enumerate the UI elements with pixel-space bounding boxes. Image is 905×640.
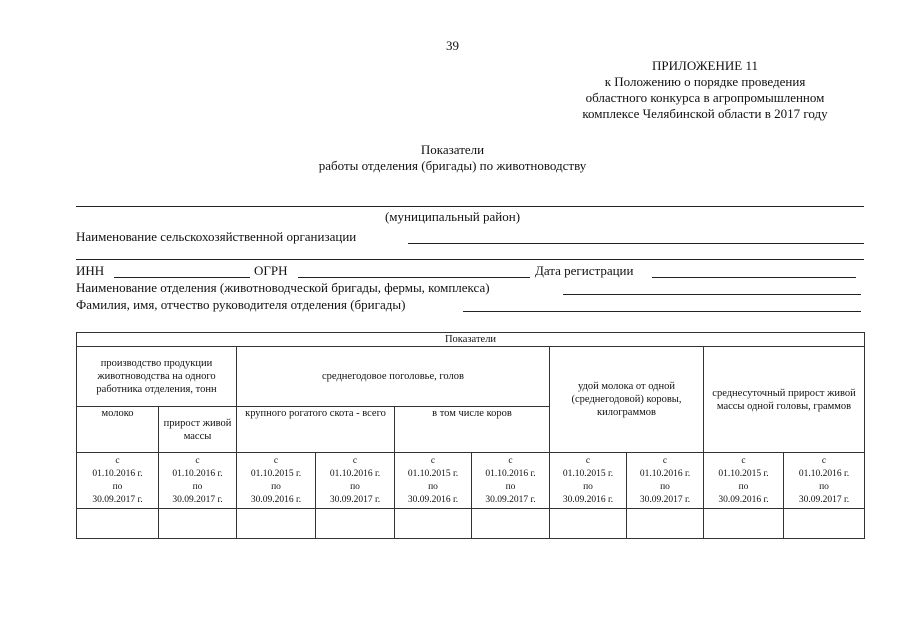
data-cell[interactable] — [316, 509, 395, 539]
heading-subtitle: работы отделения (бригады) по животноводству — [318, 158, 587, 173]
period-cell: с 01.10.2015 г. по 30.09.2016 г. — [395, 453, 472, 509]
period-cell: с 01.10.2016 г. по 30.09.2017 г. — [472, 453, 550, 509]
document-heading — [0, 142, 905, 174]
data-cell[interactable] — [627, 509, 704, 539]
table-main-header: Показатели — [77, 333, 865, 347]
branch-name-label: Наименование отделения (животноводческой бригады, фермы, комплекса) — [76, 280, 490, 295]
inn-label: ИНН — [76, 263, 105, 278]
subheader-milk: молоко — [77, 407, 159, 453]
period-cell: с 01.10.2015 г. по 30.09.2016 г. — [704, 453, 784, 509]
period-cell: с 01.10.2016 г. по 30.09.2017 г. — [784, 453, 865, 509]
header-herd: среднегодовое поголовье, голов — [237, 347, 550, 407]
inn-field[interactable] — [114, 277, 250, 278]
blank-line[interactable] — [76, 259, 864, 260]
org-name-field[interactable] — [408, 243, 864, 244]
appendix-line: к Положению о порядке проведения — [604, 74, 806, 89]
header-milk-yield: удой молока от одной (среднегодовой) коровы, килограммов — [550, 347, 704, 453]
period-cell: с 01.10.2016 г. по 30.09.2017 г. — [159, 453, 237, 509]
appendix-title: ПРИЛОЖЕНИЕ 11 — [652, 58, 758, 73]
data-cell[interactable] — [784, 509, 865, 539]
district-line[interactable] — [76, 206, 864, 207]
data-cell[interactable] — [704, 509, 784, 539]
appendix-line: комплексе Челябинской области в 2017 году — [582, 106, 828, 121]
page-number: 39 — [446, 38, 459, 53]
data-cell[interactable] — [472, 509, 550, 539]
head-name-label: Фамилия, имя, отчество руководителя отделения (бригады) — [76, 297, 406, 312]
data-cell[interactable] — [237, 509, 316, 539]
period-cell: с 01.10.2015 г. по 30.09.2016 г. — [550, 453, 627, 509]
appendix-block — [540, 58, 870, 122]
header-weight-gain: среднесуточный прирост живой массы одной головы, граммов — [704, 347, 865, 453]
reg-date-label: Дата регистрации — [535, 263, 634, 278]
data-cell[interactable] — [395, 509, 472, 539]
subheader-cattle-total: крупного рогатого скота - всего — [237, 407, 395, 453]
period-cell: с 01.10.2016 г. по 30.09.2017 г. — [627, 453, 704, 509]
heading-title: Показатели — [420, 142, 485, 157]
appendix-line: областного конкурса в агропромышленном — [585, 90, 825, 105]
subheader-live-weight: прирост живой массы — [159, 407, 237, 453]
period-cell: с 01.10.2016 г. по 30.09.2017 г. — [77, 453, 159, 509]
period-cell: с 01.10.2015 г. по 30.09.2016 г. — [237, 453, 316, 509]
branch-name-field[interactable] — [563, 294, 861, 295]
data-cell[interactable] — [159, 509, 237, 539]
period-row — [77, 453, 865, 509]
ogrn-label: ОГРН — [254, 263, 288, 278]
district-caption: (муниципальный район) — [384, 209, 521, 224]
period-cell: с 01.10.2016 г. по 30.09.2017 г. — [316, 453, 395, 509]
subheader-cows: в том числе коров — [395, 407, 550, 453]
data-cell[interactable] — [77, 509, 159, 539]
org-name-label: Наименование сельскохозяйственной организации — [76, 229, 357, 244]
data-cell[interactable] — [550, 509, 627, 539]
head-name-field[interactable] — [463, 311, 861, 312]
indicators-table — [76, 332, 865, 539]
header-production: производство продукции животноводства на одного работника отделения, тонн — [77, 347, 237, 407]
reg-date-field[interactable] — [652, 277, 856, 278]
ogrn-field[interactable] — [298, 277, 530, 278]
data-entry-row — [77, 509, 865, 539]
